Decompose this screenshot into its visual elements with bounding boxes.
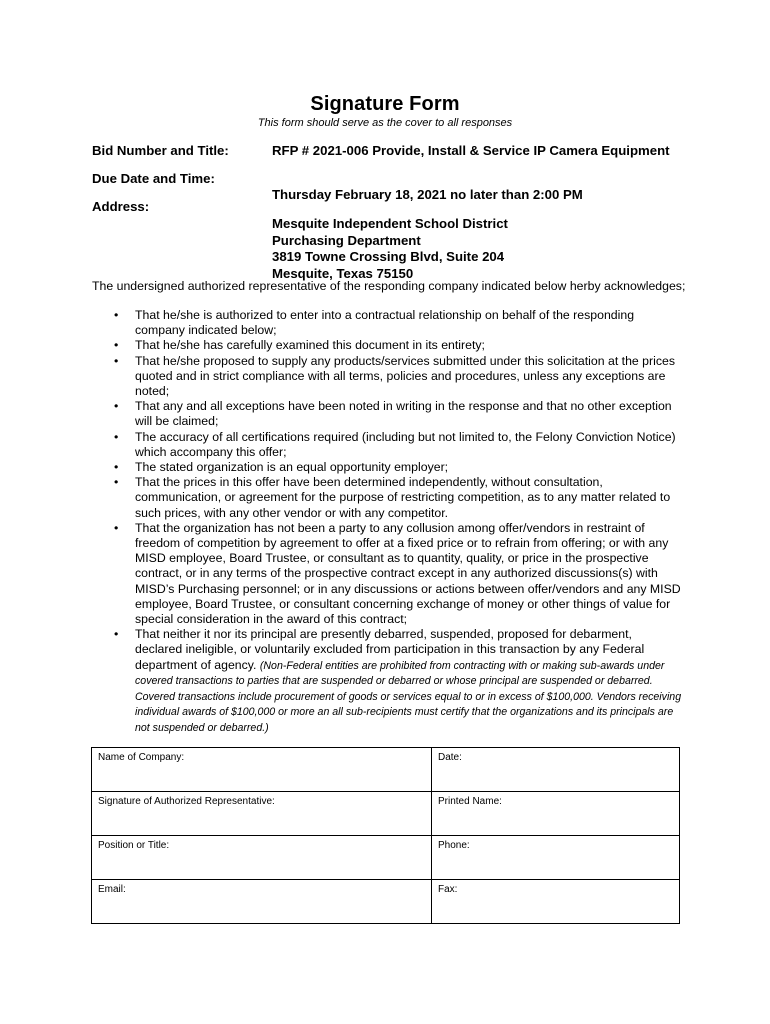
address-line: Mesquite Independent School District xyxy=(272,216,508,231)
address-line: 3819 Towne Crossing Blvd, Suite 204 xyxy=(272,249,505,264)
date-field[interactable] xyxy=(432,748,680,792)
bullet-icon: • xyxy=(114,460,119,475)
email-label: Email: xyxy=(98,884,126,895)
address-line: Purchasing Department xyxy=(272,232,421,248)
bullet-icon: • xyxy=(114,520,119,535)
position-title-field[interactable] xyxy=(92,836,432,880)
table-row xyxy=(92,836,680,880)
list-item: • That neither it nor its principal are presently debarred, suspended, proposed for debarment, declared ineligible, or voluntarily excluded from participation in this transaction by any Federal department of agency. (Non-Federal entities are prohibited from contracting with or making sub-awards under covered transactions to parties that are suspended or debarred or whose principal are suspended or debarred. Covered transactions include procurement of goods or services equal to or in excess of $100,000. Vendors receiving individual awards of $100,000 or more an all sub-recipients must certify that the organizations and its principals are not suspended or debarred.) xyxy=(114,627,682,735)
address-label: Address: xyxy=(92,199,150,214)
list-item: • That he/she is authorized to enter into a contractual relationship on behalf of the responding company indicated below; xyxy=(114,308,635,338)
fax-label: Fax: xyxy=(438,884,458,895)
printed-name-field[interactable] xyxy=(432,792,680,836)
list-item: • The stated organization is an equal opportunity employer; xyxy=(114,460,449,475)
intro-paragraph: The undersigned authorized representative of the responding company indicated below herby acknowledges; xyxy=(92,279,686,293)
due-date-value: Thursday February 18, 2021 no later than 2:00 PM xyxy=(272,187,583,202)
phone-label: Phone: xyxy=(438,840,470,851)
list-item: • That he/she has carefully examined this document in its entirety; xyxy=(114,338,485,353)
signature-field[interactable] xyxy=(92,792,432,836)
list-item: • That he/she proposed to supply any products/services submitted under this solicitation at the prices quoted and in strict compliance with all terms, policies and procedures, unless any exceptions are noted; xyxy=(114,353,675,399)
page-subtitle: This form should serve as the cover to all responses xyxy=(257,117,513,129)
list-item: • That any and all exceptions have been noted in writing in the response and that no other exception will be claimed; xyxy=(114,399,672,429)
fax-field[interactable] xyxy=(432,880,680,924)
address-line: Mesquite, Texas 75150 xyxy=(272,265,414,281)
due-date-label: Due Date and Time: xyxy=(92,171,215,186)
company-name-field[interactable] xyxy=(92,748,432,792)
phone-field[interactable] xyxy=(432,836,680,880)
bullet-icon: • xyxy=(114,429,119,444)
list-item: • That the organization has not been a party to any collusion among offer/vendors in restraint of freedom of competition by agreement to offer at a fixed price or to refrain from offering; or with any MISD employee, Board Trustee, or consultant as to quantity, quality, or price in the prospective contract, or in any terms of the prospective contract except in any authorized discussions(s) with MISD’s Purchasing personnel; or in any discussions or actions between offer/vendors and any MISD employee, Board Trustee, or consultant concerning exchange of money or other things of value for special consideration in the award of this contract; xyxy=(114,520,681,627)
bullet-icon: • xyxy=(114,308,119,322)
printed-name-label: Printed Name: xyxy=(438,796,502,807)
list-item: • The accuracy of all certifications required (including but not limited to, the Felony Conviction Notice) which accompany this offer; xyxy=(114,429,676,459)
bullet-icon: • xyxy=(114,399,119,414)
federal-note: (Non-Federal entities are prohibited from contracting with or making sub-awards under covered transactions to parties that are suspended or debarred or whose principal are suspended or debarred. Covered transactions include procurement of goods or services equal to or in excess of $100,000. Vendors receiving individual awards of $100,000 or more an all sub-recipients must certify that the organizations and its principals are not suspended or debarred.) xyxy=(135,659,682,735)
list-item: • That the prices in this offer have been determined independently, without consultation, communication, or agreement for the purpose of restricting competition, as to any matter related to such prices, with any other vendor or with any competitor. xyxy=(114,475,671,520)
bid-number-value: RFP # 2021-006 Provide, Install & Service IP Camera Equipment xyxy=(272,143,670,158)
email-field[interactable] xyxy=(92,880,432,924)
bullet-icon: • xyxy=(114,475,119,490)
table-row xyxy=(92,880,680,924)
address-block xyxy=(272,216,672,282)
signature-label: Signature of Authorized Representative: xyxy=(98,796,275,807)
bid-number-label: Bid Number and Title: xyxy=(92,143,229,158)
table-row xyxy=(92,792,680,836)
bullet-icon: • xyxy=(114,353,119,368)
signature-table xyxy=(91,747,680,924)
company-name-label: Name of Company: xyxy=(98,752,185,763)
acknowledgement-list xyxy=(92,308,682,736)
page-title: Signature Form xyxy=(310,93,460,115)
position-title-label: Position or Title: xyxy=(98,840,170,851)
bullet-icon: • xyxy=(114,338,119,353)
bullet-icon: • xyxy=(114,627,119,642)
table-row xyxy=(92,748,680,792)
date-label: Date: xyxy=(438,752,462,763)
